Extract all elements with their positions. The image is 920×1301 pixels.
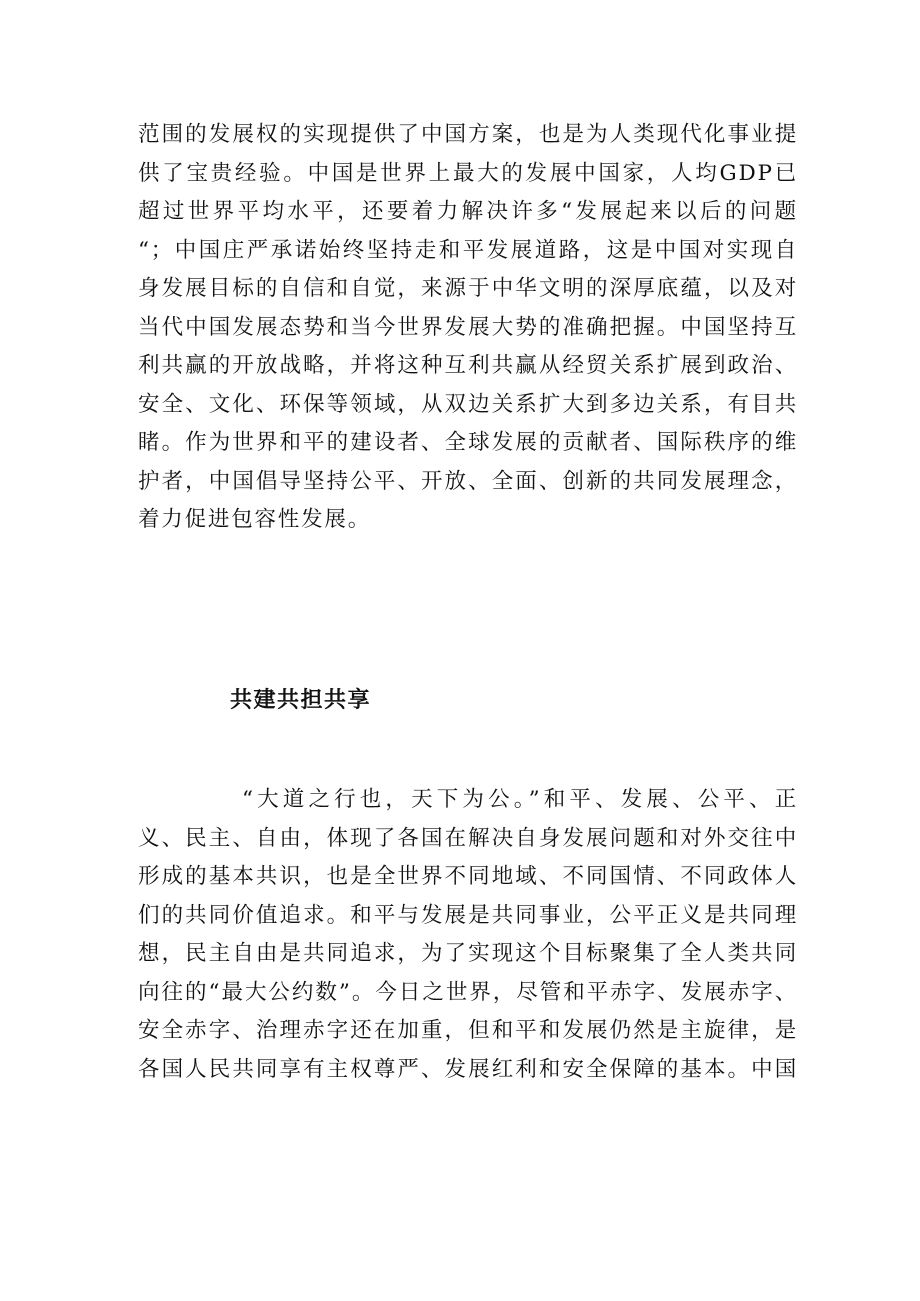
body-paragraph-2 — [138, 781, 798, 1089]
section-heading: 共建共担共享 — [230, 688, 372, 713]
paragraph-line: 着力促进包容性发展。 — [138, 507, 372, 532]
paragraph-line: 身发展目标的自信和自觉，来源于中华文明的深厚底蕴，以及对 — [138, 276, 798, 301]
paragraph-line: 想，民主自由是共同追求，为了实现这个目标聚集了全人类共同 — [138, 941, 798, 966]
paragraph-line: 义、民主、自由，体现了各国在解决自身发展问题和对外交往中 — [138, 825, 798, 851]
body-paragraph-1 — [138, 116, 798, 540]
paragraph-line: 范围的发展权的实现提供了中国方案，也是为人类现代化事业提 — [138, 122, 798, 147]
paragraph-line: 超过世界平均水平，还要着力解决许多“发展起来以后的问题 — [138, 199, 798, 224]
paragraph-line: “；中国庄严承诺始终坚持走和平发展道路，这是中国对实现自 — [138, 237, 798, 263]
paragraph-line: 形成的基本共识，也是全世界不同地域、不同国情、不同政体人 — [138, 864, 798, 889]
paragraph-line: 向往的“最大公约数”。今日之世界，尽管和平赤字、发展赤字、 — [138, 979, 798, 1005]
paragraph-line: 安全、文化、环保等领域，从双边关系扩大到多边关系，有目共 — [138, 391, 798, 417]
paragraph-line: 们的共同价值追求。和平与发展是共同事业，公平正义是共同理 — [138, 902, 798, 928]
paragraph-line: 利共赢的开放战略，并将这种互利共赢从经贸关系扩展到政治、 — [138, 353, 798, 378]
paragraph-line: 各国人民共同享有主权尊严、发展红利和安全保障的基本。中国 — [138, 1056, 798, 1082]
paragraph-line: 当代中国发展态势和当今世界发展大势的准确把握。中国坚持互 — [138, 314, 798, 340]
paragraph-first-line — [138, 781, 798, 820]
paragraph-line: 睹。作为世界和平的建设者、全球发展的贡献者、国际秩序的维 — [138, 430, 798, 455]
paragraph-line: 供了宝贵经验。中国是世界上最大的发展中国家，人均GDP已 — [138, 160, 798, 186]
paragraph-line-text: “大道之行也，天下为公。”和平、发展、公平、正 — [242, 787, 798, 812]
paragraph-line: 护者，中国倡导坚持公平、开放、全面、创新的共同发展理念， — [138, 468, 798, 494]
paragraph-line: 安全赤字、治理赤字还在加重，但和平和发展仍然是主旋律，是 — [138, 1018, 798, 1043]
